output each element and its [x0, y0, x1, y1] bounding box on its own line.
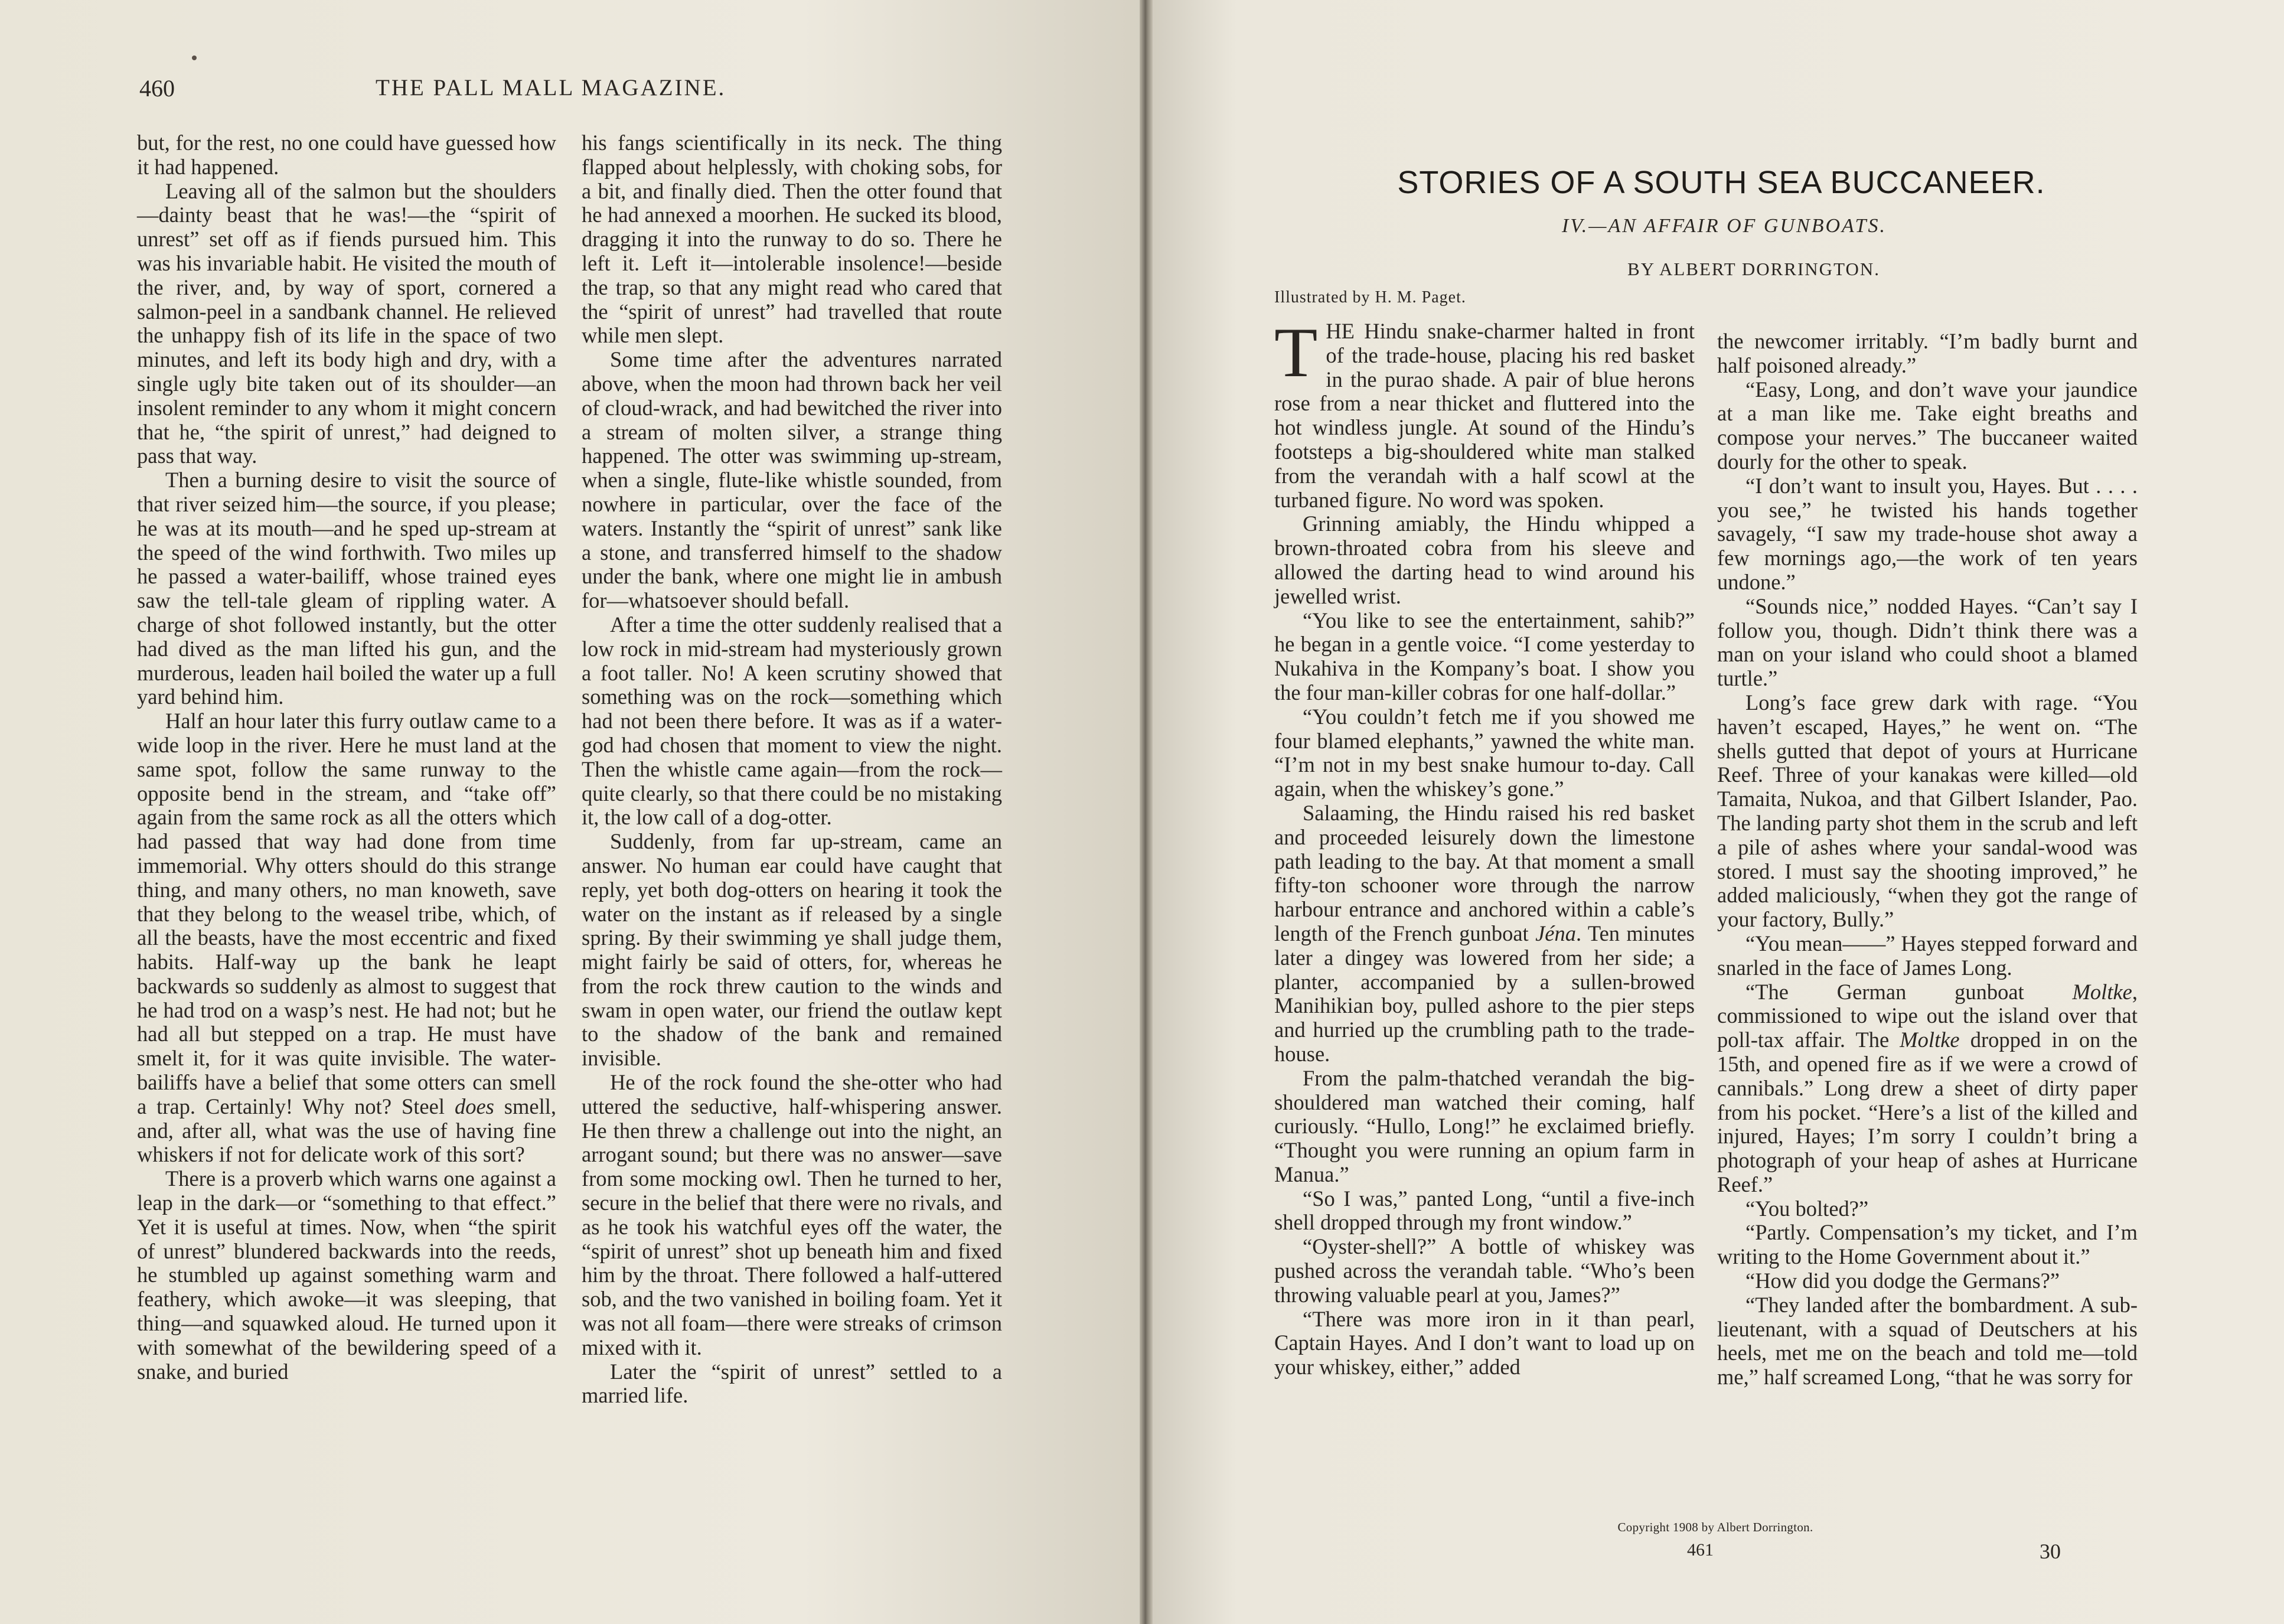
text-run: “The German gunboat	[1745, 979, 2073, 1004]
paragraph: “Oyster-shell?” A bottle of whiskey was pushed across the verandah table. “Who’s been throwing valuable pearl at you, James?”	[1274, 1234, 1695, 1307]
italic-word: Jéna	[1535, 921, 1576, 945]
paragraph: the newcomer irritably. “I’m badly burnt and half poisoned already.”	[1717, 329, 2138, 377]
paragraph: From the palm-thatched verandah the big-shouldered man watched their coming, half curiously. “Hullo, Long!” he exclaimed briefly. “Thought you were running an opium farm in Manua.”	[1274, 1065, 1695, 1186]
magazine-title: THE PALL MALL MAGAZINE.	[376, 75, 726, 100]
text-run: Salaaming, the Hindu raised his red basket and proceeded leisurely down the limestone path leading to the bay. At that moment a small fifty-ton schooner wore through the narrow harbour entrance and anchored within a cable’s length of the French gunboat	[1274, 800, 1695, 945]
text-run: HE Hindu snake-charmer halted in front of the trade-house, placing his red basket in the purao shade. A pair of blue herons rose from a near thicket and fluttered into the hot windless jungle. At sound of the Hindu’s footsteps a big-shouldered white man stalked from the verandah with a half scowl at the turbaned figure. No word was spoken.	[1274, 319, 1695, 512]
paragraph: Leaving all of the salmon but the shoulders—dainty beast that he was!—the “spirit of unrest” set off as if fiends pursued him. This was his invariable habit. He visited the mouth of the river, and, by way of sport, cornered a salmon-peel in a sandbank channel. He relieved the unhappy fish of its life in the space of two minutes, and left its body high and dry, with a single ugly bite taken out of its shoulder—an insolent reminder to any whom it might concern that he, “the spirit of unrest,” had deigned to pass that way.	[137, 178, 556, 468]
text-run: , commissioned to wipe out the island over that poll-tax affair. The	[1717, 979, 2138, 1052]
paragraph: Some time after the adventures narrated above, when the moon had thrown back her veil of cloud-wrack, and had bewitched the river into a stream of molten silver, a strange thing happened. The otter was swimming up-stream, when a single, flute-like whistle sounded, from nowhere in particular, over the face of the waters. Instantly the “spirit of unrest” sank like a stone, and transferred himself to the shadow under the bank, where one might lie in ambush for—whatsoever should befall.	[582, 347, 1002, 613]
drop-cap: T	[1274, 313, 1318, 392]
text-run: Half an hour later this furry outlaw came to a wide loop in the river. Here he must land at the same spot, follow the same runway to the opposite bend in the stream, and “take off” again from the same rock as all the otters which had passed that way had done from time immemorial. Why otters should do this strange thing, and many others, no man knoweth, save that they belong to the weasel tribe, which, of all the beasts, have the most eccentric and fixed habits. Half-way up the bank he leapt backwards so suddenly as almost to suggest that he had trod on a wasp’s nest. He had not; but he had all but stepped on a trap. He must have smelt it, for it was quite invisible. The water-bailiffs have a belief that some otters can smell a trap. Certainly! Why not? Steel	[137, 709, 556, 1118]
right-page-number: 461	[1687, 1540, 1714, 1560]
paragraph: “Sounds nice,” nodded Hayes. “Can’t say I follow you, though. Didn’t think there was a man on your island who could shoot a blamed turtle.”	[1717, 593, 2138, 691]
text-run: smell, and, after all, what was the use of having fine whiskers if not for delicate work of this sort?	[137, 1094, 557, 1167]
article-subtitle: IV.—AN AFFAIR OF GUNBOATS.	[1562, 215, 1887, 237]
italic-word: does	[454, 1094, 494, 1118]
paragraph: “How did you dodge the Germans?”	[1745, 1268, 2060, 1293]
italic-word: Moltke	[1900, 1028, 1960, 1052]
paragraph: Later the “spirit of unrest” settled to a married life.	[582, 1359, 1002, 1408]
ink-speck	[192, 56, 197, 60]
paragraph: “Partly. Compensation’s my ticket, and I’m writing to the Home Government about it.”	[1717, 1220, 2138, 1269]
right-column-1	[1274, 313, 1695, 1380]
paragraph: “You couldn’t fetch me if you showed me four blamed elephants,” yawned the white man. “I’m not in my best snake humour to-day. Call again, when the whiskey’s gone.”	[1274, 704, 1695, 801]
book-gutter	[1140, 0, 1153, 1624]
left-column-2	[582, 131, 1002, 1408]
left-page-number: 460	[139, 75, 175, 102]
paragraph: “Easy, Long, and don’t wave your jaundice at a man like me. Take eight breaths and compose your nerves.” The buccaneer waited dourly for the other to speak.	[1717, 377, 2138, 474]
paragraph: “There was more iron in it than pearl, Captain Hayes. And I don’t want to load up on your whiskey, either,” added	[1274, 1306, 1695, 1380]
right-column-2	[1717, 330, 2138, 1390]
running-head	[139, 74, 1037, 116]
paragraph: There is a proverb which warns one against a leap in the dark—or “something to that effect.” Yet it is useful at times. Now, when “the spirit of unrest” blundered backwards into the reeds, he stumbled up against something warm and feathery, which awoke—it was sleeping, that thing—and squawked aloud. He turned upon it with somewhat of the bewildering speed of a snake, and buried	[137, 1166, 556, 1384]
paragraph: “You mean——” Hayes stepped forward and snarled in the face of James Long.	[1717, 931, 2138, 980]
paragraph: Then a burning desire to visit the source of that river seized him—the source, if you please; he was at its mouth—and he sped up-stream at the speed of the wind forthwith. Two miles up he passed a water-bailiff, whose trained eyes saw the tell-tale gleam of rippling water. A charge of shot followed instantly, but the otter had dived as the man lifted his gun, and the murderous, leaden hail boiled the water up a full yard behind him.	[137, 468, 556, 709]
paragraph	[1274, 313, 1695, 512]
paragraph: After a time the otter suddenly realised that a low rock in mid-stream had mysteriously grown a foot taller. No! A keen scrutiny showed that something was on the rock—something which had not been there before. It was as if a water-god had chosen that moment to view the night. Then the whistle came again—from the rock—quite clearly, so that there could be no mistaking it, the low call of a dog-otter.	[582, 612, 1002, 830]
copyright-notice: Copyright 1908 by Albert Dorrington.	[1617, 1520, 1813, 1534]
paragraph	[1274, 801, 1695, 1067]
byline: BY ALBERT DORRINGTON.	[1627, 259, 1880, 279]
italic-word: Moltke	[2072, 979, 2132, 1004]
paragraph: his fangs scientifically in its neck. The thing flapped about helplessly, with choking sobs, for a bit, and finally died. Then the otter found that he had annexed a moorhen. He sucked its blood, dragging it into the runway to do so. There he left it. Left it—intolerable insolence!—beside the trap, so that any might read who cared that the “spirit of unrest” had travelled that route while men slept.	[582, 131, 1002, 348]
paragraph: Grinning amiably, the Hindu whipped a brown-throated cobra from his sleeve and allowed the darting head to wind around his jewelled wrist.	[1274, 511, 1695, 608]
article-title: STORIES OF A SOUTH SEA BUCCANEER.	[1397, 165, 2045, 200]
paragraph: but, for the rest, no one could have guessed how it had happened.	[137, 131, 556, 179]
left-column-1	[137, 131, 556, 1384]
paragraph: “You bolted?”	[1745, 1196, 1869, 1221]
text-run: . Ten minutes later a dingey was lowered from her side; a planter, accompanied by a sullen-browed Manihikian boy, pulled ashore to the pier steps and hurried up the crumbling path to the trade-house.	[1274, 921, 1695, 1066]
illustrator-credit: Illustrated by H. M. Paget.	[1274, 288, 1466, 306]
paragraph: “I don’t want to insult you, Hayes. But . . . . you see,” he twisted his hands together savagely, “I saw my trade-house shot away a few mornings ago,—the work of ten years undone.”	[1717, 473, 2138, 594]
text-run: dropped in on the 15th, and opened fire as if we were a crowd of cannibals.” Long drew a sheet of dirty paper from his pocket. “Here’s a list of the killed and injured, Hayes; I’m sorry I couldn’t bring a photograph of your heap of ashes at Hurricane Reef.”	[1717, 1028, 2138, 1196]
paragraph: “They landed after the bombardment. A sub-lieutenant, with a squad of Deutschers at his heels, met me on the beach and told me—told me,” half screamed Long, “that he was sorry for	[1717, 1292, 2138, 1390]
paragraph: “So I was,” panted Long, “until a five-inch shell dropped through my front window.”	[1274, 1186, 1695, 1235]
paragraph	[137, 709, 556, 1167]
paragraph: “You like to see the entertainment, sahib?” he began in a gentle voice. “I come yesterday to Nukahiva in the Kompany’s boat. I show you the four man-killer cobras for one half-dollar.”	[1274, 608, 1695, 705]
paragraph: He of the rock found the she-otter who had uttered the seductive, half-whispering answer. He then threw a challenge out into the night, an arrogant sound; but there was no answer—save from some mocking owl. Then he turned to her, secure in the belief that there were no rivals, and as he took his watchful eyes off the water, the “spirit of unrest” shot up beneath him and fixed him by the throat. There followed a half-uttered sob, and the two vanished in boiling foam. Yet it was not all foam—there were streaks of crimson mixed with it.	[582, 1070, 1002, 1359]
paragraph: Suddenly, from far up-stream, came an answer. No human ear could have caught that reply, yet both dog-otters on hearing it took the water on the instant as if released by a single spring. By their swimming ye shall judge them, might fairly be said of otters, for, whereas he from the rock threw caution to the winds and swam in open water, our friend the outlaw kept to the shadow of the bank and remained invisible.	[582, 829, 1002, 1071]
paragraph: Long’s face grew dark with rage. “You haven’t escaped, Hayes,” he went on. “The shells gutted that depot of yours at Hurricane Reef. Three of your kanakas were killed—old Tamaita, Nukoa, and that Gilbert Islander, Pao. The landing party shot them in the scrub and left a pile of ashes where your sandal-wood was stored. I must say the shooting improved,” he added maliciously, “when they got the range of your factory, Bully.”	[1717, 690, 2138, 932]
paragraph	[1717, 980, 2138, 1197]
signature-mark: 30	[2040, 1540, 2061, 1563]
